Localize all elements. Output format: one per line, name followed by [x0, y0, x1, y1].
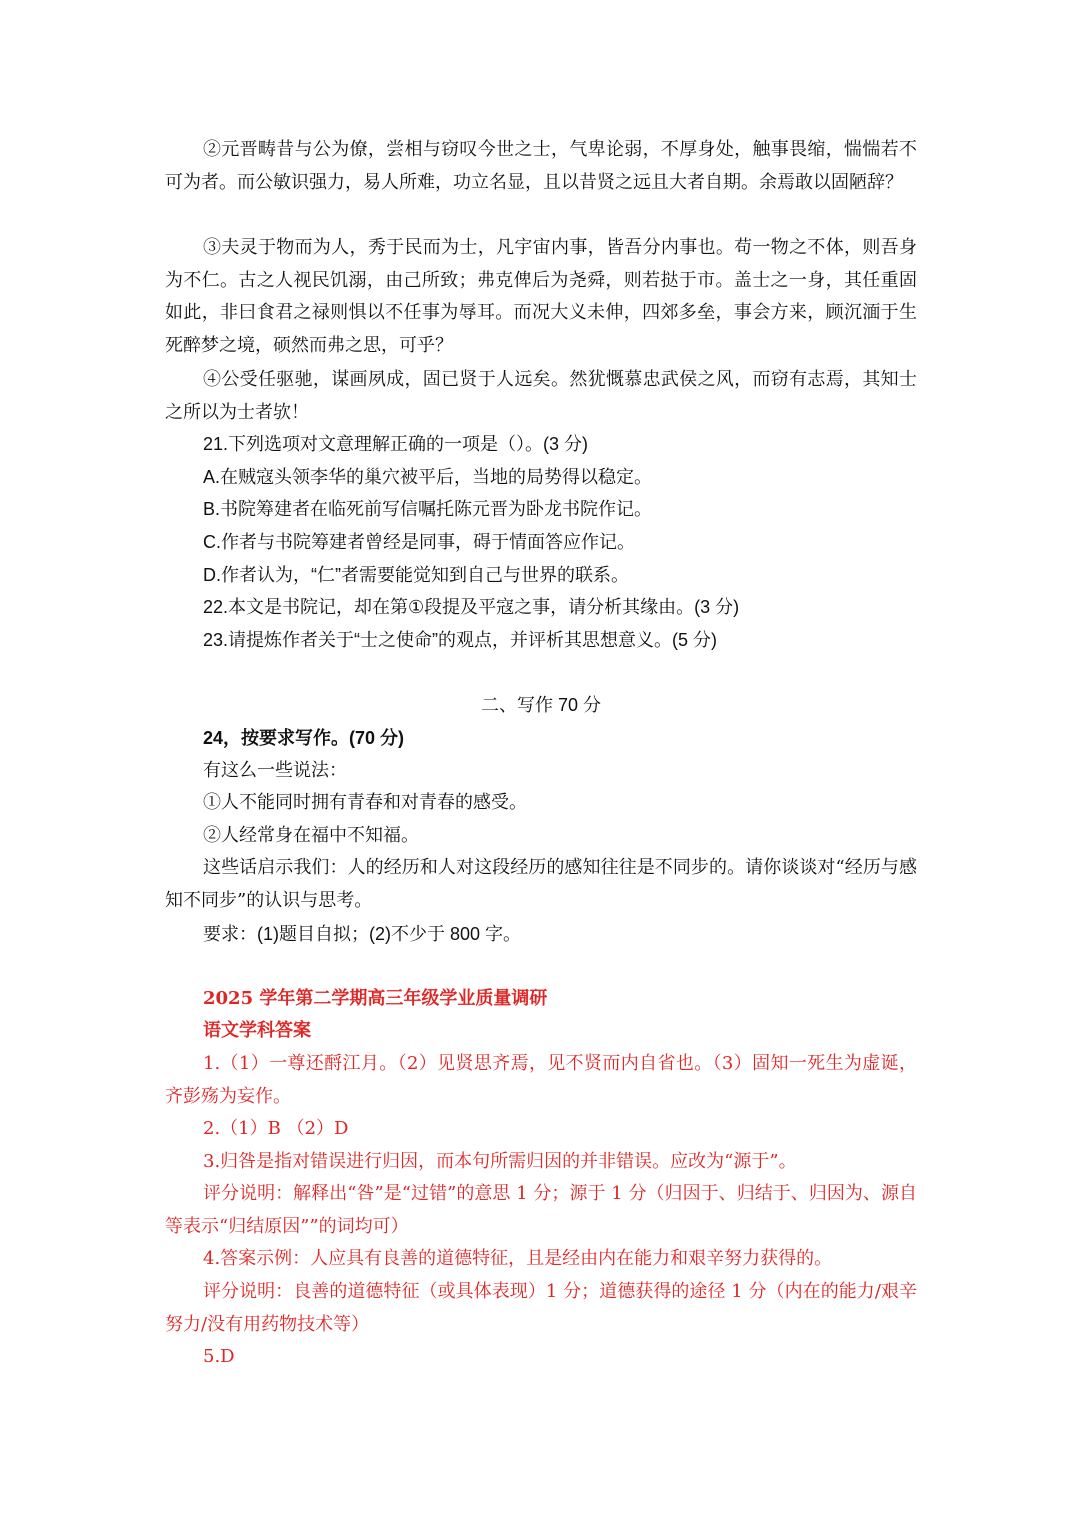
section-title-writing: 二、写作 70 分 — [480, 695, 602, 715]
question-21-option-d: D.作者认为，“仁”者需要能觉知到自己与世界的联系。 — [203, 565, 629, 585]
question-23: 23.请提炼作者关于“士之使命”的观点，并评析其思想意义。(5 分) — [203, 630, 718, 650]
writing-intro: 有这么一些说法： — [203, 760, 347, 781]
answer-4-scoring: 评分说明：良善的道德特征（或具体表现）1 分；道德获得的途径 1 分（内在的能力/艰辛努力/没有用药物技术等） — [165, 1281, 917, 1335]
answer-2: 2.（1）B （2）D — [203, 1118, 349, 1139]
question-24: 24，按要求写作。(70 分) — [203, 728, 405, 748]
question-21-option-c: C.作者与书院筹建者曾经是同事，碍于情面答应作记。 — [203, 532, 635, 552]
passage-paragraph-4: ④公受任驱驰，谋画夙成，固已贤于人远矣。然犹慨慕忠武侯之风，而窃有志焉，其知士之所以为士者欤！ — [165, 369, 917, 423]
question-21: 21.下列选项对文意理解正确的一项是（）。(3 分) — [203, 434, 589, 454]
question-21-option-b: B.书院筹建者在临死前写信嘱托陈元晋为卧龙书院作记。 — [203, 499, 653, 519]
question-21-option-a: A.在贼寇头领李华的巢穴被平后，当地的局势得以稳定。 — [203, 467, 653, 487]
answer-3-scoring: 评分说明：解释出“咎”是“过错”的意思 1 分；源于 1 分（归因于、归结于、归因为、源自等表示“归结原因””的词均可） — [165, 1183, 917, 1237]
answers-subtitle: 语文学科答案 — [203, 1020, 311, 1041]
passage-paragraph-2: ②元晋畴昔与公为僚，尝相与窃叹今世之士，气卑论弱，不厚身处，触事畏缩，惴惴若不可为者。而公敏识强力，易人所难，功立名显，且以昔贤之远且大者自期。余焉敢以固陋辞？ — [165, 139, 917, 193]
question-22: 22.本文是书院记，却在第①段提及平寇之事，请分析其缘由。(3 分) — [203, 597, 740, 617]
writing-saying-2: ②人经常身在福中不知福。 — [203, 825, 419, 846]
writing-saying-1: ①人不能同时拥有青春和对青春的感受。 — [203, 792, 527, 813]
answer-5: 5.D — [203, 1346, 235, 1367]
writing-requirement: 要求：(1)题目自拟；(2)不少于 800 字。 — [203, 924, 522, 944]
answer-4: 4.答案示例：人应具有良善的道德特征，且是经由内在能力和艰辛努力获得的。 — [203, 1248, 833, 1269]
writing-prompt: 这些话启示我们：人的经历和人对这段经历的感知往往是不同步的。请你谈谈对“经历与感知不同步”的认识与思考。 — [165, 857, 917, 911]
answers-title: 2025 学年第二学期高三年级学业质量调研 — [203, 988, 548, 1009]
answer-1: 1.（1）一尊还酹江月。（2）见贤思齐焉，见不贤而内自省也。（3）固知一死生为虚诞，齐彭殇为妄作。 — [165, 1053, 917, 1107]
passage-paragraph-3: ③夫灵于物而为人，秀于民而为士，凡宇宙内事，皆吾分内事也。苟一物之不体，则吾身为不仁。古之人视民饥溺，由己所致；弗克俾后为尧舜，则若挞于市。盖士之一身，其任重固如此，非曰食君之禄则惧以不任事为辱耳。而况大义未伸，四郊多垒，事会方来，顾沉湎于生死醉梦之境，硕然而弗之思，可乎？ — [165, 237, 917, 356]
answer-3: 3.归咎是指对错误进行归因，而本句所需归因的并非错误。应改为“源于”。 — [203, 1151, 797, 1172]
